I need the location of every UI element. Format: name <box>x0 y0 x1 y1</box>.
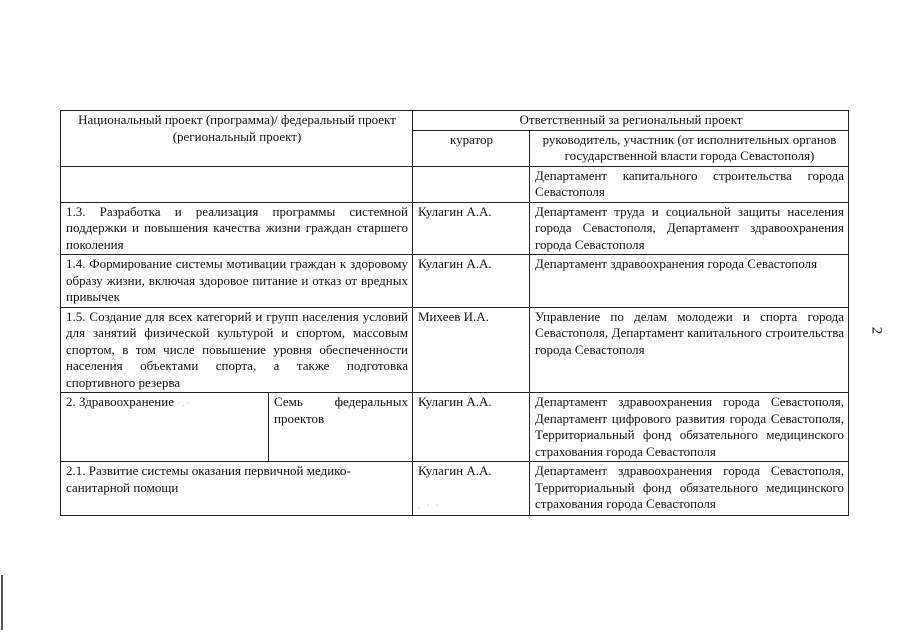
scan-edge-mark <box>1 575 3 630</box>
project-cell: 2.1. Развитие системы оказания первичной медико-санитарной помощи <box>61 462 413 516</box>
leader-cell: Департамент здравоохранения города Севастополя, Департамент цифрового развития города Севастополя, Территориальный фонд обязательного медицинского страхования города Севастополя <box>530 393 849 462</box>
scan-artifact: ·.· <box>177 398 192 408</box>
table-header-row <box>61 111 849 131</box>
table-row <box>61 393 849 462</box>
page-number: 2 <box>868 326 885 335</box>
header-project: Национальный проект (программа)/ федеральный проект (региональный проект) <box>61 111 413 167</box>
table-row <box>61 166 849 202</box>
curator-cell <box>413 166 530 202</box>
table-row <box>61 462 849 516</box>
project-cell <box>61 166 413 202</box>
header-leader: руководитель, участник (от исполнительных органов государственной власти города Севастополя) <box>530 130 849 166</box>
subproject-cell: Семь федеральных проектов <box>269 393 413 462</box>
leader-cell: Департамент здравоохранения города Севастополя, Территориальный фонд обязательного медицинского страхования города Севастополя <box>530 462 849 516</box>
curator-cell: Кулагин А.А. <box>413 255 530 308</box>
header-curator: куратор <box>413 130 530 166</box>
leader-cell: Управление по делам молодежи и спорта города Севастополя, Департамент капитального строительства города Севастополя <box>530 307 849 393</box>
project-cell: 1.3. Разработка и реализация программы системной поддержки и повышения качества жизни граждан старшего поколения <box>61 202 413 255</box>
project-title: 2. Здравоохранение <box>66 394 174 409</box>
scan-artifact: . · · <box>418 500 441 510</box>
leader-cell: Департамент здравоохранения города Севастополя <box>530 255 849 308</box>
curator-cell <box>413 462 530 516</box>
header-responsible: Ответственный за региональный проект <box>413 111 849 131</box>
leader-cell: Департамент труда и социальной защиты населения города Севастополя, Департамент здравоохранения города Севастополя <box>530 202 849 255</box>
curator-cell: Кулагин А.А. <box>413 202 530 255</box>
responsibility-table <box>60 110 849 516</box>
curator-name: Кулагин А.А. <box>418 463 492 478</box>
curator-cell: Кулагин А.А. <box>413 393 530 462</box>
table-row <box>61 202 849 255</box>
project-cell: 1.4. Формирование системы мотивации граждан к здоровому образу жизни, включая здоровое питание и отказ от вредных привычек <box>61 255 413 308</box>
project-cell <box>61 393 269 462</box>
curator-cell: Михеев И.А. <box>413 307 530 393</box>
leader-cell: Департамент капитального строительства города Севастополя <box>530 166 849 202</box>
table-row <box>61 307 849 393</box>
project-cell: 1.5. Создание для всех категорий и групп населения условий для занятий физической культурой и спортом, массовым спортом, в том числе повышение уровня обеспеченности населения объектами спорта, а также подготовка спортивного резерва <box>61 307 413 393</box>
table-row <box>61 255 849 308</box>
